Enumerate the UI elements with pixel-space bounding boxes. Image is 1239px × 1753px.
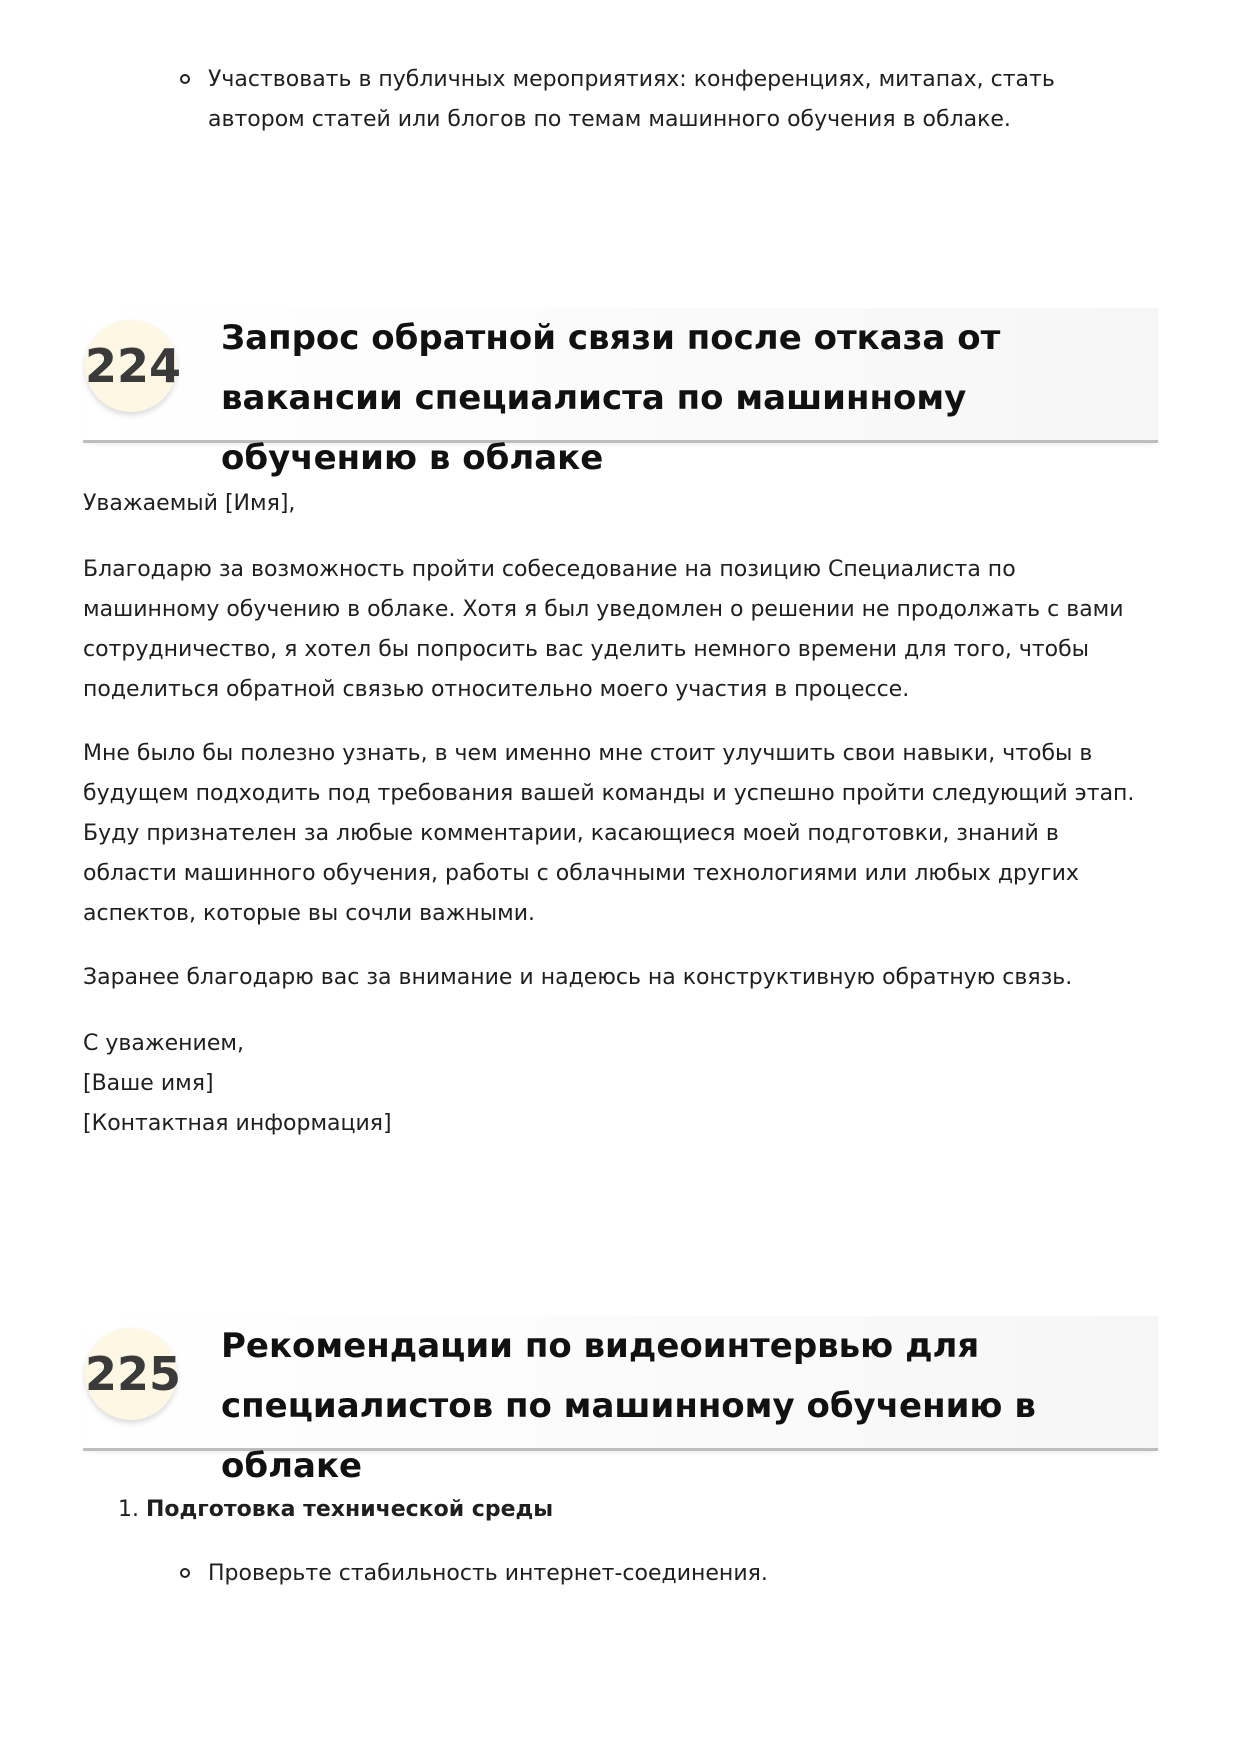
letter-greeting: Уважаемый [Имя], [83,491,296,516]
letter-paragraph-2: Мне было бы полезно узнать, в чем именно мне стоит улучшить свои навыки, чтобы в будущем подходить под требования вашей команды и успешно пройти следующий этап. Буду признателен за любые комментарии, касающиеся моей подготовки, знаний в области машинного обучения, работы с облачными технологиями или любых других аспектов, которые вы сочли важными. [83,741,1135,926]
hollow-circle-bullet-icon [180,1568,190,1578]
list-item-text: Участвовать в публичных мероприятиях: конференциях, митапах, стать автором статей или блогов по темам машинного обучения в облаке. [208,67,1055,132]
signature-name: [Ваше имя] [83,1071,214,1096]
section-224-header [83,308,1158,478]
sub-bullet-list [0,1554,1239,1594]
signature-contact: [Контактная информация] [83,1111,392,1136]
letter-signature [83,1024,1158,1144]
top-bullet-list [0,60,1239,140]
section-number: 224 [84,339,182,393]
letter-paragraph-3: Заранее благодарю вас за внимание и надеюсь на конструктивную обратную связь. [83,965,1073,990]
letter-closing: С уважением, [83,1031,244,1056]
letter-paragraph-1: Благодарю за возможность пройти собеседование на позицию Специалиста по машинному обучению в облаке. Хотя я был уведомлен о решении не продолжать с вами сотрудничество, я хотел бы попросить вас уделить немного времени для того, чтобы поделиться обратной связью относительно моего участия в процессе. [83,557,1124,702]
list-number: 1. [118,1497,139,1522]
list-item [208,60,1148,140]
section-number: 225 [84,1347,182,1401]
section-title: Запрос обратной связи после отказа от вакансии специалиста по машинному обучению в облаке [221,318,1001,478]
list-item-text: Проверьте стабильность интернет-соединения. [208,1561,768,1586]
list-item [208,1554,1148,1594]
numbered-list-item [118,1490,553,1530]
section-title: Рекомендации по видеоинтервью для специалистов по машинному обучению в облаке [221,1326,1036,1486]
hollow-circle-bullet-icon [180,74,190,84]
list-item-heading: Подготовка технической среды [146,1497,554,1522]
section-225-header [83,1316,1158,1486]
